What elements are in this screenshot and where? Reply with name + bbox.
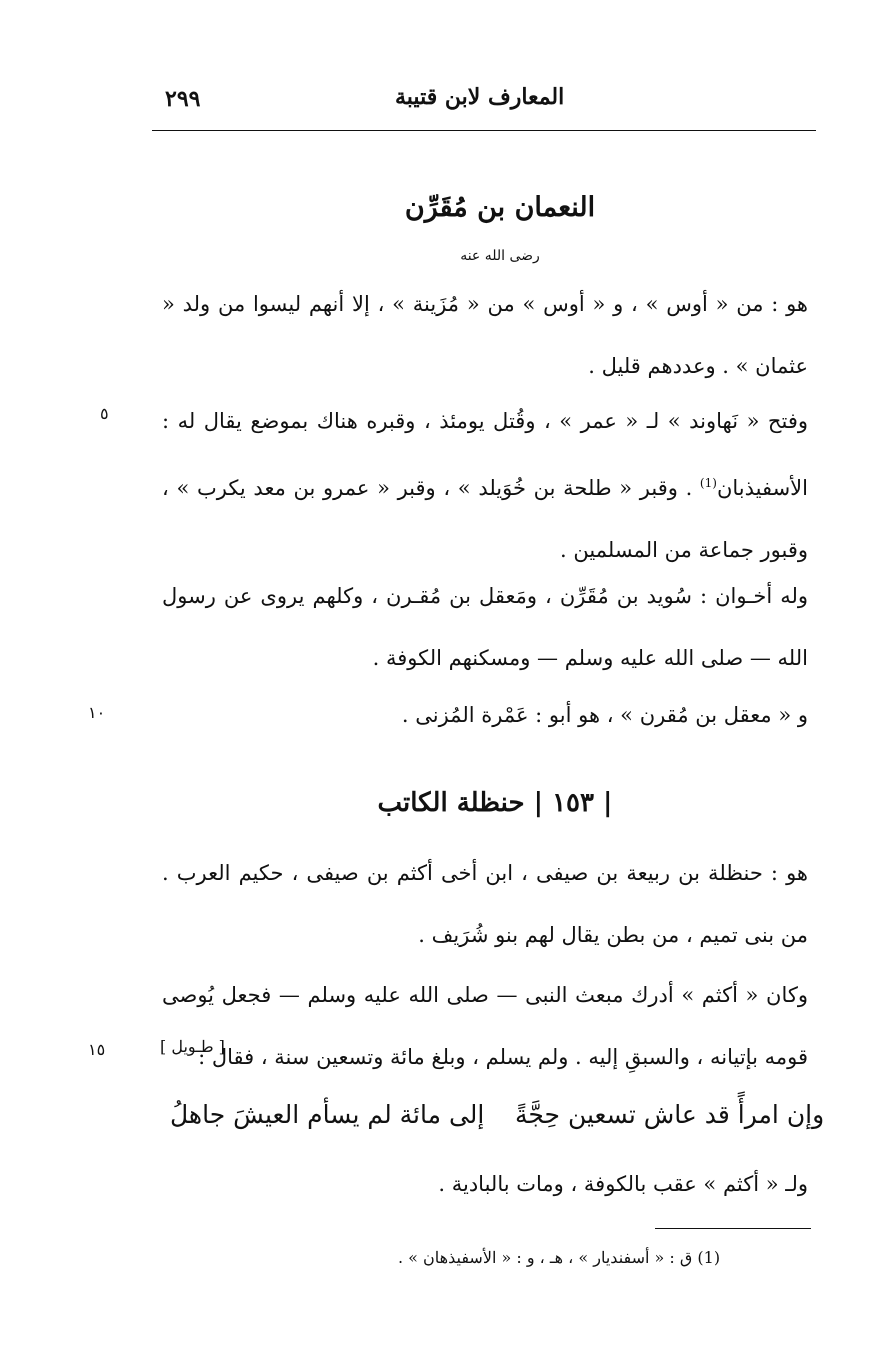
footnote-text: (1) ق : « أسفنديار » ، هـ ، و : « الأسفيذهان » . xyxy=(398,1248,721,1267)
paragraph-aktham: وكان « أكثم » أدرك مبعث النبى — صلى الله عليه وسلم — فجعل يُوصى قومه بإتيانه ، والسبقِ إليه . ولم يسلم ، وبلغ مائة وتسعين سنة ، فقال : xyxy=(162,983,808,1069)
section-subtitle: رضى الله عنه xyxy=(460,248,540,264)
page-number: ٢٩٩ xyxy=(165,86,201,112)
footnote-rule xyxy=(655,1228,811,1229)
header-rule xyxy=(152,130,816,131)
verse-meter: [ طـويل ] xyxy=(160,1037,225,1056)
line-number-5: ٥ xyxy=(100,404,109,423)
footnote-marker: (1) xyxy=(699,476,717,490)
paragraph-hanzala: هو : حنظلة بن ربيعة بن صيفى ، ابن أخى أكثم بن صيفى ، حكيم العرب . من بنى تميم ، من بطن يقال لهم بنو شُرَيف . xyxy=(162,861,808,947)
paragraph-death: ولـ « أكثم » عقب بالكوفة ، ومات بالبادية . xyxy=(438,1172,808,1196)
section-title-hanzala: | ١٥٣ | حنظلة الكاتب xyxy=(377,788,613,818)
paragraph-brothers: وله أخـوان : سُويد بن مُقَرِّن ، ومَعقل بن مُقـرن ، وكلهم يروى عن رسول الله — صلى الله عليه وسلم — ومسكنهم الكوفة . xyxy=(162,584,808,670)
line-number-10: ١٠ xyxy=(88,703,106,722)
paragraph-nahawand-part1: وفتح « نَهاوند » لـ « عمر » ، وقُتل يومئذ ، وقبره هناك بموضع يقال له : الأسفيذبان xyxy=(162,409,808,500)
paragraph-lineage: هو : من « أوس » ، و « أوس » من « مُزَينة » ، إلا أنهم ليسوا من ولد « عثمان » . وعددهم قليل . xyxy=(162,292,808,378)
section-title-nuuman: النعمان بن مُقَرِّن xyxy=(404,192,596,223)
line-number-15: ١٥ xyxy=(88,1040,106,1059)
paragraph-maqil: و « معقل بن مُقرن » ، هو أبو : عَمْرة المُزنى . xyxy=(401,703,808,727)
verse-hemistich-second: إلى مائة لم يسأم العيشَ جاهلُ xyxy=(170,1100,485,1129)
running-title: المعارف لابن قتيبة xyxy=(395,84,565,110)
paragraph-nahawand-part2: . وقبر « طلحة بن خُوَيلد » ، وقبر « عمرو بن معد يكرب » ، وقبور جماعة من المسلمين . xyxy=(162,476,808,562)
paragraph-nahawand xyxy=(162,390,808,581)
verse-hemistich-first: وإن امرأً قد عاش تسعين حِجَّةً xyxy=(515,1100,825,1129)
